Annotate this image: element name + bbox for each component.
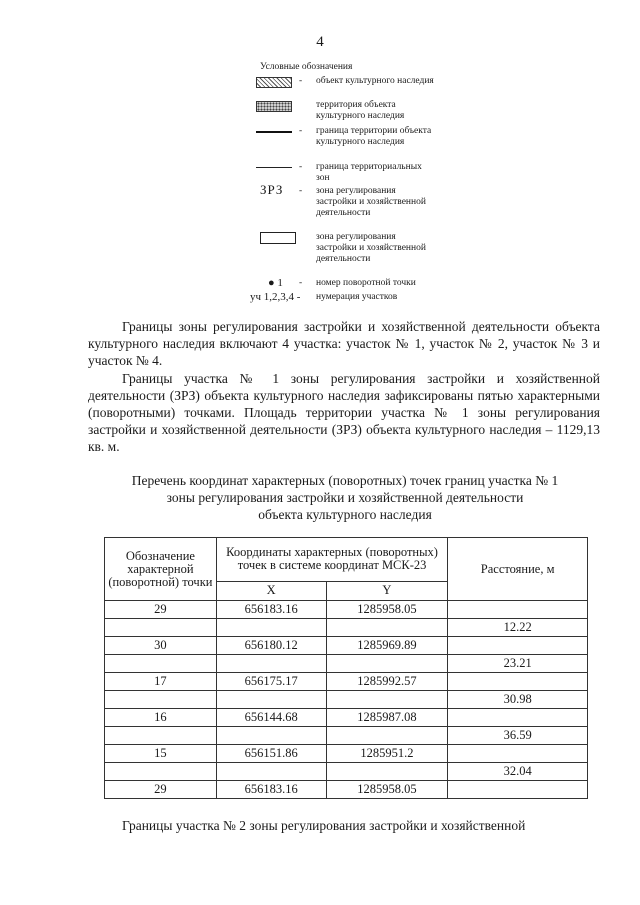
section-numbering-symbol: уч 1,2,3,4 - [250, 291, 301, 303]
point-marker-symbol: ● 1 [268, 277, 283, 289]
hatched-area-icon [256, 77, 292, 88]
table-row: 29 656183.16 1285958.05 [105, 781, 588, 799]
thin-line-icon [256, 167, 292, 168]
table-title: Перечень координат характерных (поворотных) точек границ участка № 1 зоны регулирования застройки и хозяйственной деятельности объекта культурного наследия [131, 473, 559, 522]
continuation-paragraph: Границы участка № 2 зоны регулирования застройки и хозяйственной [122, 818, 526, 833]
legend-text: зона регулирования застройки и хозяйственной деятельности [316, 232, 426, 264]
table-row: 12.22 [105, 619, 588, 637]
header-y: Y [326, 581, 448, 600]
table-row: 15 656151.86 1285951.2 [105, 745, 588, 763]
legend-text: территория объекта культурного наследия [316, 100, 405, 121]
table-row: 16 656144.68 1285987.08 [105, 709, 588, 727]
dotted-area-icon [256, 101, 292, 112]
header-distance: Расстояние, м [448, 538, 588, 601]
header-coords: Координаты характерных (поворотных) точек в системе координат МСК-23 [216, 538, 447, 582]
zrz-symbol: ЗРЗ [260, 182, 284, 197]
table-row: 30 656180.12 1285969.89 [105, 637, 588, 655]
legend-title: Условные обозначения [260, 62, 353, 72]
table-row: 30.98 [105, 691, 588, 709]
paragraph-sections: Границы зоны регулирования застройки и хозяйственной деятельности объекта культурного наследия включают 4 участка: участок № 1, участок № 2, участок № 3 и участок № 4. [88, 319, 600, 368]
empty-rectangle-icon [260, 232, 296, 244]
header-point: Обозначение характерной (поворотной) точки [105, 538, 217, 601]
table-row: 29 656183.16 1285958.05 [105, 601, 588, 619]
table-row: 17 656175.17 1285992.57 [105, 673, 588, 691]
table-row: 32.04 [105, 763, 588, 781]
page-number: 4 [316, 34, 324, 50]
legend-text: граница территории объекта культурного наследия [316, 126, 432, 147]
legend-text: граница территориальных зон [316, 162, 422, 183]
legend-text: номер поворотной точки [316, 278, 416, 288]
thick-line-icon [256, 131, 292, 133]
coordinates-table [104, 537, 588, 799]
legend-text: зона регулирования застройки и хозяйственной деятельности [316, 186, 426, 218]
legend-text: нумерация участков [316, 292, 398, 302]
table-row: 23.21 [105, 655, 588, 673]
table-row: 36.59 [105, 727, 588, 745]
header-x: X [216, 581, 326, 600]
paragraph-section-1: Границы участка № 1 зоны регулирования застройки и хозяйственной деятельности (ЗРЗ) объекта культурного наследия зафиксированы пятью характерными (поворотными) точками. Площадь территории участка № 1 зоны регулирования застройки и хозяйственной деятельности (ЗРЗ) объекта культурного наследия – 1129,13 кв. м. [88, 371, 600, 454]
legend-text: объект культурного наследия [316, 76, 434, 86]
